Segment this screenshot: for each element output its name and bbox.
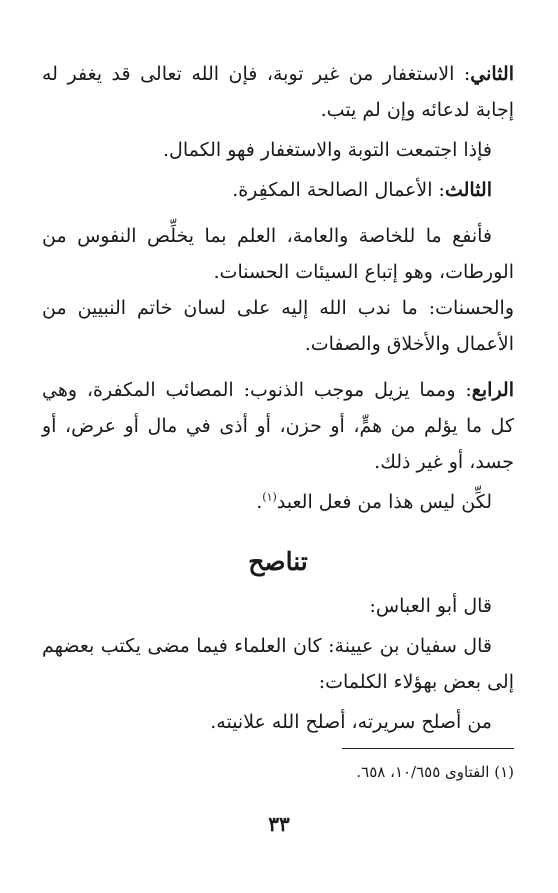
paragraph-tail: . [256,491,263,513]
paragraph-good-deeds [42,290,514,362]
paragraph-saying [42,704,514,740]
paragraph-text: فإذا اجتمعت التوبة والاستغفار فهو الكمال. [163,139,492,161]
footnote: (١) الفتاوى ١٠/٦٥٥، ٦٥٨. [356,763,514,781]
page-body [42,56,514,740]
page-number: ٣٣ [268,812,290,836]
paragraph-not-servant-act [42,484,514,520]
paragraph-second-point [42,56,514,128]
paragraph-text: لكِّن ليس هذا من فعل العبد [276,491,492,513]
footnote-reference[interactable]: (١) [262,490,277,504]
paragraph-lead-fourth: الرابع [471,379,514,401]
paragraph-completion [42,132,514,168]
paragraph-text: قال أبو العباس: [369,595,492,617]
paragraph-sufyan [42,628,514,700]
paragraph-lead-third: الثالث [444,179,492,201]
paragraph-abu-abbas [42,588,514,624]
paragraph-beneficial-knowledge [42,218,514,290]
footnote-divider [342,748,514,749]
paragraph-text: قال سفيان بن عيينة: كان العلماء فيما مضى يكتب بعضهم إلى بعض بهؤلاء الكلمات: [42,635,514,693]
paragraph-text: : ومما يزيل موجب الذنوب: المصائب المكفرة، وهي كل ما يؤلم من همٍّ، أو حزن، أو أذى في مال أو عرض، أو جسد، أو غير ذلك. [42,379,514,473]
paragraph-fourth-point [42,372,514,480]
paragraph-text: فأنفع ما للخاصة والعامة، العلم بما يخلِّص النفوس من الورطات، وهو إتباع السيئات الحسنات. [42,225,514,283]
section-heading: تناصح [248,547,308,576]
paragraph-text: من أصلح سريرته، أصلح الله علانيته. [210,711,492,733]
paragraph-text: : الاستغفار من غير توبة، فإن الله تعالى قد يغفر له إجابة لدعائه وإن لم يتب. [42,63,514,121]
paragraph-lead-second: الثاني [470,63,514,85]
paragraph-text: : الأعمال الصالحة المكفِرة. [232,179,445,201]
paragraph-text: والحسنات: ما ندب الله إليه على لسان خاتم النبيين من الأعمال والأخلاق والصفات. [42,297,514,355]
paragraph-third-point [42,172,514,208]
